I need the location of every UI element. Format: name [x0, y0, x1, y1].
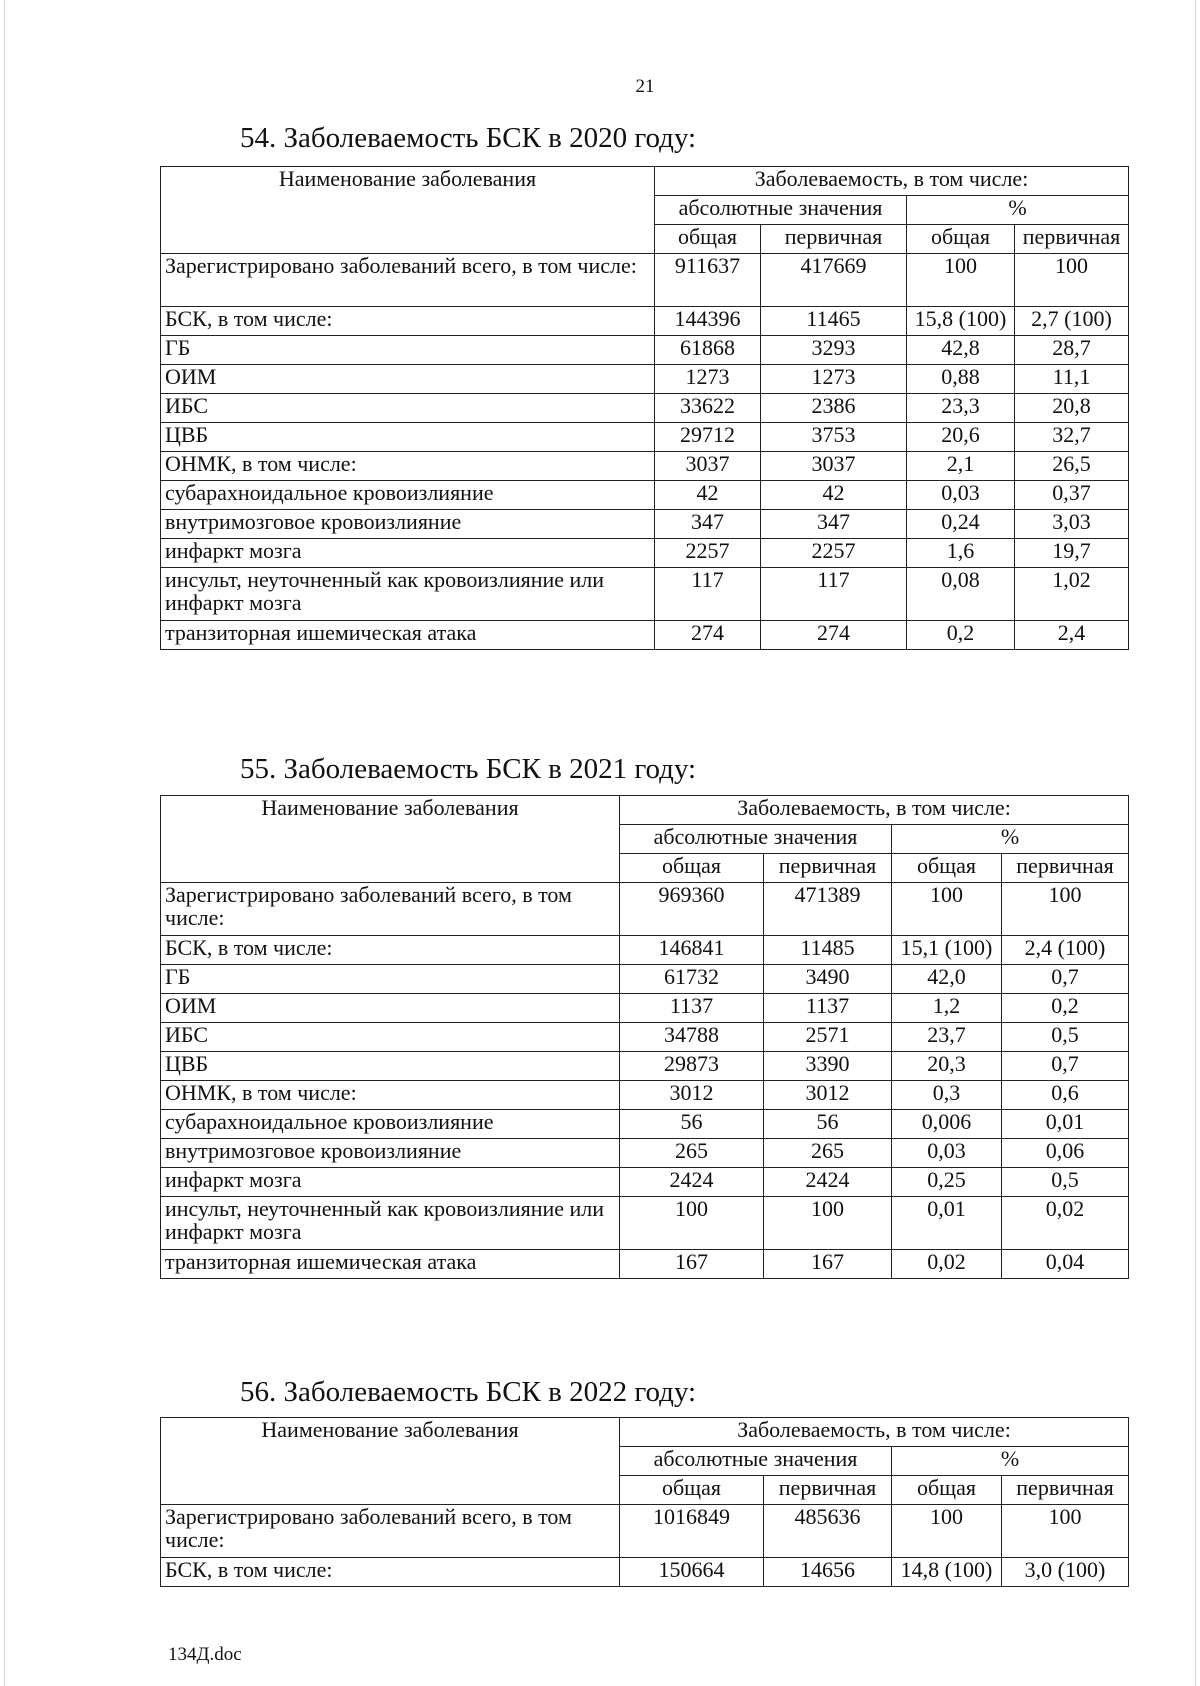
morbidity-table-2022 — [160, 1417, 1129, 1587]
value-cell-abs-primary: 3293 — [761, 336, 907, 365]
value-cell-abs-general: 29712 — [655, 423, 761, 452]
header-abs-general: общая — [620, 854, 764, 883]
disease-name-cell: ЦВБ — [161, 1052, 620, 1081]
table-row — [161, 1250, 1129, 1279]
value-cell-abs-primary: 3753 — [761, 423, 907, 452]
value-cell-abs-primary: 265 — [764, 1139, 892, 1168]
value-cell-abs-primary: 11465 — [761, 307, 907, 336]
value-cell-pct-general: 100 — [907, 254, 1015, 307]
header-pct-general: общая — [892, 854, 1002, 883]
disease-name-cell: Зарегистрировано заболеваний всего, в том числе: — [161, 883, 620, 936]
table-row — [161, 568, 1129, 621]
value-cell-abs-general: 56 — [620, 1110, 764, 1139]
header-abs-primary: первичная — [764, 854, 892, 883]
header-disease-name: Наименование заболевания — [161, 796, 620, 883]
value-cell-abs-primary: 471389 — [764, 883, 892, 936]
disease-name-cell: ОНМК, в том числе: — [161, 1081, 620, 1110]
value-cell-pct-general: 0,03 — [892, 1139, 1002, 1168]
header-row — [161, 796, 1129, 825]
disease-name-cell: субарахноидальное кровоизлияние — [161, 1110, 620, 1139]
table-row — [161, 965, 1129, 994]
header-abs-primary: первичная — [761, 225, 907, 254]
value-cell-pct-primary: 2,7 (100) — [1015, 307, 1129, 336]
value-cell-abs-primary: 417669 — [761, 254, 907, 307]
disease-name-cell: ЦВБ — [161, 423, 655, 452]
value-cell-pct-primary: 0,01 — [1002, 1110, 1129, 1139]
value-cell-pct-primary: 1,02 — [1015, 568, 1129, 621]
value-cell-abs-primary: 42 — [761, 481, 907, 510]
scan-edge-left — [4, 0, 5, 1686]
value-cell-pct-primary: 11,1 — [1015, 365, 1129, 394]
table-row — [161, 1168, 1129, 1197]
table-row — [161, 1197, 1129, 1250]
value-cell-pct-primary: 32,7 — [1015, 423, 1129, 452]
value-cell-abs-general: 150664 — [620, 1558, 764, 1587]
value-cell-abs-general: 274 — [655, 621, 761, 650]
table-row — [161, 394, 1129, 423]
value-cell-abs-primary: 2386 — [761, 394, 907, 423]
value-cell-abs-primary: 2257 — [761, 539, 907, 568]
value-cell-abs-primary: 485636 — [764, 1505, 892, 1558]
value-cell-abs-general: 29873 — [620, 1052, 764, 1081]
value-cell-pct-general: 0,24 — [907, 510, 1015, 539]
header-abs-general: общая — [655, 225, 761, 254]
value-cell-pct-general: 20,6 — [907, 423, 1015, 452]
value-cell-pct-primary: 0,7 — [1002, 965, 1129, 994]
value-cell-abs-general: 911637 — [655, 254, 761, 307]
table-row — [161, 1081, 1129, 1110]
value-cell-pct-general: 0,03 — [907, 481, 1015, 510]
morbidity-table-2021 — [160, 795, 1129, 1279]
header-absolute-values: абсолютные значения — [655, 196, 907, 225]
header-absolute-values: абсолютные значения — [620, 825, 892, 854]
disease-name-cell: ИБС — [161, 394, 655, 423]
value-cell-pct-general: 14,8 (100) — [892, 1558, 1002, 1587]
disease-name-cell: Зарегистрировано заболеваний всего, в том числе: — [161, 1505, 620, 1558]
disease-name-cell: внутримозговое кровоизлияние — [161, 1139, 620, 1168]
value-cell-abs-general: 100 — [620, 1197, 764, 1250]
page-number: 21 — [635, 76, 655, 97]
header-row — [161, 167, 1129, 196]
value-cell-pct-general: 100 — [892, 1505, 1002, 1558]
scan-edge-right — [1195, 0, 1196, 1686]
table-row — [161, 621, 1129, 650]
disease-name-cell: инсульт, неуточненный как кровоизлияние или инфаркт мозга — [161, 568, 655, 621]
value-cell-abs-primary: 2424 — [764, 1168, 892, 1197]
disease-name-cell: инсульт, неуточненный как кровоизлияние или инфаркт мозга — [161, 1197, 620, 1250]
header-morbidity: Заболеваемость, в том числе: — [620, 1418, 1129, 1447]
table-row — [161, 365, 1129, 394]
value-cell-pct-general: 1,6 — [907, 539, 1015, 568]
value-cell-pct-primary: 100 — [1002, 1505, 1129, 1558]
disease-name-cell: БСК, в том числе: — [161, 1558, 620, 1587]
value-cell-abs-general: 3037 — [655, 452, 761, 481]
footer-filename: 134Д.doc — [168, 1644, 242, 1665]
disease-name-cell: транзиторная ишемическая атака — [161, 1250, 620, 1279]
value-cell-abs-primary: 100 — [764, 1197, 892, 1250]
value-cell-abs-general: 347 — [655, 510, 761, 539]
disease-name-cell: ОИМ — [161, 994, 620, 1023]
header-percent: % — [892, 1447, 1129, 1476]
table-row — [161, 539, 1129, 568]
value-cell-abs-primary: 3012 — [764, 1081, 892, 1110]
value-cell-abs-primary: 14656 — [764, 1558, 892, 1587]
value-cell-abs-general: 61868 — [655, 336, 761, 365]
value-cell-pct-general: 42,0 — [892, 965, 1002, 994]
value-cell-pct-primary: 20,8 — [1015, 394, 1129, 423]
value-cell-abs-primary: 347 — [761, 510, 907, 539]
header-absolute-values: абсолютные значения — [620, 1447, 892, 1476]
table-row — [161, 423, 1129, 452]
value-cell-pct-general: 0,02 — [892, 1250, 1002, 1279]
value-cell-pct-general: 0,08 — [907, 568, 1015, 621]
table-title-2020: 54. Заболеваемость БСК в 2020 году: — [240, 122, 697, 154]
value-cell-pct-general: 15,1 (100) — [892, 936, 1002, 965]
header-pct-general: общая — [907, 225, 1015, 254]
table-row — [161, 307, 1129, 336]
value-cell-abs-general: 42 — [655, 481, 761, 510]
value-cell-pct-general: 1,2 — [892, 994, 1002, 1023]
value-cell-abs-general: 1016849 — [620, 1505, 764, 1558]
value-cell-pct-primary: 100 — [1015, 254, 1129, 307]
disease-name-cell: БСК, в том числе: — [161, 936, 620, 965]
table-row — [161, 936, 1129, 965]
value-cell-pct-primary: 100 — [1002, 883, 1129, 936]
header-abs-general: общая — [620, 1476, 764, 1505]
table-title-2022: 56. Заболеваемость БСК в 2022 году: — [240, 1376, 697, 1408]
header-pct-general: общая — [892, 1476, 1002, 1505]
value-cell-abs-primary: 1137 — [764, 994, 892, 1023]
disease-name-cell: внутримозговое кровоизлияние — [161, 510, 655, 539]
value-cell-pct-general: 15,8 (100) — [907, 307, 1015, 336]
value-cell-abs-primary: 56 — [764, 1110, 892, 1139]
table-row — [161, 254, 1129, 307]
value-cell-abs-general: 61732 — [620, 965, 764, 994]
value-cell-abs-general: 2424 — [620, 1168, 764, 1197]
disease-name-cell: ИБС — [161, 1023, 620, 1052]
disease-name-cell: БСК, в том числе: — [161, 307, 655, 336]
value-cell-abs-primary: 274 — [761, 621, 907, 650]
header-percent: % — [907, 196, 1129, 225]
value-cell-pct-general: 0,01 — [892, 1197, 1002, 1250]
value-cell-abs-primary: 3490 — [764, 965, 892, 994]
table-row — [161, 1139, 1129, 1168]
value-cell-pct-general: 2,1 — [907, 452, 1015, 481]
disease-name-cell: ОНМК, в том числе: — [161, 452, 655, 481]
header-disease-name: Наименование заболевания — [161, 1418, 620, 1505]
table-row — [161, 1052, 1129, 1081]
value-cell-pct-primary: 19,7 — [1015, 539, 1129, 568]
header-row — [161, 1418, 1129, 1447]
value-cell-pct-general: 0,006 — [892, 1110, 1002, 1139]
value-cell-pct-primary: 0,7 — [1002, 1052, 1129, 1081]
value-cell-abs-general: 117 — [655, 568, 761, 621]
value-cell-abs-general: 144396 — [655, 307, 761, 336]
header-pct-primary: первичная — [1002, 854, 1129, 883]
table-row — [161, 1110, 1129, 1139]
table-row — [161, 1023, 1129, 1052]
table-row — [161, 883, 1129, 936]
value-cell-abs-primary: 3037 — [761, 452, 907, 481]
value-cell-abs-general: 969360 — [620, 883, 764, 936]
disease-name-cell: ГБ — [161, 965, 620, 994]
value-cell-pct-primary: 2,4 — [1015, 621, 1129, 650]
value-cell-pct-primary: 0,02 — [1002, 1197, 1129, 1250]
value-cell-abs-general: 146841 — [620, 936, 764, 965]
value-cell-pct-general: 0,25 — [892, 1168, 1002, 1197]
value-cell-abs-general: 34788 — [620, 1023, 764, 1052]
value-cell-pct-primary: 0,37 — [1015, 481, 1129, 510]
value-cell-pct-general: 23,7 — [892, 1023, 1002, 1052]
value-cell-pct-primary: 0,5 — [1002, 1168, 1129, 1197]
value-cell-abs-general: 1137 — [620, 994, 764, 1023]
table-row — [161, 336, 1129, 365]
header-abs-primary: первичная — [764, 1476, 892, 1505]
header-disease-name: Наименование заболевания — [161, 167, 655, 254]
table-row — [161, 481, 1129, 510]
value-cell-pct-general: 0,3 — [892, 1081, 1002, 1110]
morbidity-table-2020 — [160, 166, 1129, 650]
table-row — [161, 1505, 1129, 1558]
value-cell-abs-general: 167 — [620, 1250, 764, 1279]
table-row — [161, 452, 1129, 481]
value-cell-abs-primary: 2571 — [764, 1023, 892, 1052]
value-cell-pct-general: 42,8 — [907, 336, 1015, 365]
value-cell-pct-general: 100 — [892, 883, 1002, 936]
header-morbidity: Заболеваемость, в том числе: — [655, 167, 1129, 196]
value-cell-abs-primary: 1273 — [761, 365, 907, 394]
value-cell-abs-primary: 167 — [764, 1250, 892, 1279]
header-pct-primary: первичная — [1015, 225, 1129, 254]
value-cell-abs-general: 265 — [620, 1139, 764, 1168]
value-cell-abs-primary: 11485 — [764, 936, 892, 965]
disease-name-cell: транзиторная ишемическая атака — [161, 621, 655, 650]
table-row — [161, 994, 1129, 1023]
value-cell-pct-general: 0,88 — [907, 365, 1015, 394]
value-cell-pct-primary: 0,5 — [1002, 1023, 1129, 1052]
value-cell-pct-general: 20,3 — [892, 1052, 1002, 1081]
value-cell-pct-primary: 3,0 (100) — [1002, 1558, 1129, 1587]
header-morbidity: Заболеваемость, в том числе: — [620, 796, 1129, 825]
value-cell-pct-general: 0,2 — [907, 621, 1015, 650]
disease-name-cell: субарахноидальное кровоизлияние — [161, 481, 655, 510]
value-cell-pct-primary: 28,7 — [1015, 336, 1129, 365]
disease-name-cell: ОИМ — [161, 365, 655, 394]
disease-name-cell: инфаркт мозга — [161, 1168, 620, 1197]
value-cell-pct-primary: 2,4 (100) — [1002, 936, 1129, 965]
disease-name-cell: инфаркт мозга — [161, 539, 655, 568]
header-pct-primary: первичная — [1002, 1476, 1129, 1505]
disease-name-cell: Зарегистрировано заболеваний всего, в том числе: — [161, 254, 655, 307]
value-cell-abs-primary: 117 — [761, 568, 907, 621]
value-cell-pct-primary: 3,03 — [1015, 510, 1129, 539]
value-cell-pct-primary: 0,04 — [1002, 1250, 1129, 1279]
value-cell-abs-general: 33622 — [655, 394, 761, 423]
value-cell-pct-primary: 0,6 — [1002, 1081, 1129, 1110]
value-cell-pct-primary: 26,5 — [1015, 452, 1129, 481]
value-cell-pct-general: 23,3 — [907, 394, 1015, 423]
header-percent: % — [892, 825, 1129, 854]
table-row — [161, 510, 1129, 539]
value-cell-pct-primary: 0,06 — [1002, 1139, 1129, 1168]
value-cell-abs-primary: 3390 — [764, 1052, 892, 1081]
value-cell-abs-general: 3012 — [620, 1081, 764, 1110]
table-title-2021: 55. Заболеваемость БСК в 2021 году: — [240, 753, 697, 785]
value-cell-abs-general: 1273 — [655, 365, 761, 394]
disease-name-cell: ГБ — [161, 336, 655, 365]
value-cell-pct-primary: 0,2 — [1002, 994, 1129, 1023]
table-row — [161, 1558, 1129, 1587]
value-cell-abs-general: 2257 — [655, 539, 761, 568]
